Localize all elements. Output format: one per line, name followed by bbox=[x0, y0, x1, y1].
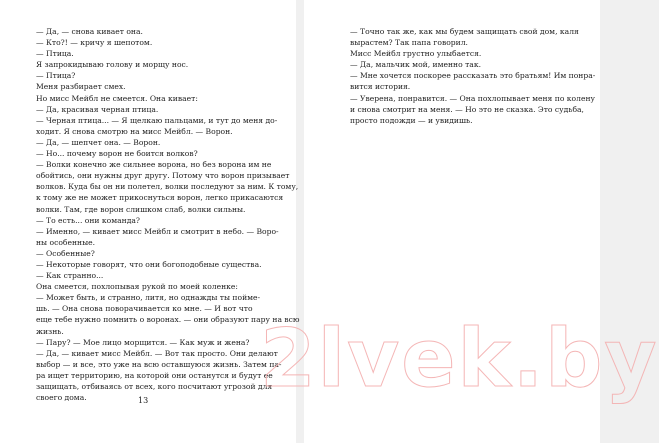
text-line: еще тебе нужно помнить о воронах. — они образуют пару на всю bbox=[36, 315, 300, 325]
text-line: ра ищет территорию, на которой они останутся и будут ее bbox=[36, 370, 273, 380]
text-line: Я запрокидываю голову и морщу нос. bbox=[36, 60, 189, 70]
text-line: и снова смотрит на меня. — Но это не сказка. Это судьба, bbox=[350, 104, 584, 114]
text-line: — Но... почему ворон не боится волков? bbox=[36, 149, 198, 159]
text-line: — Да, — снова кивает она. bbox=[36, 27, 143, 36]
text-line: вырастем? Так папа говорил. bbox=[350, 38, 468, 48]
text-line: Она смеется, похлопывая рукой по моей коленке: bbox=[36, 282, 238, 292]
left-page-text bbox=[36, 26, 300, 403]
text-line: своего дома. bbox=[36, 393, 87, 403]
text-line: защищать, отбиваясь от всех, кого посчитают угрозой для bbox=[36, 382, 273, 391]
text-line: обойтись, они нужны друг другу. Потому что ворон призывает bbox=[36, 171, 290, 181]
text-line: — Птица. bbox=[36, 49, 74, 59]
text-line: к тому же не может прикоснуться ворон, легко прикасаются bbox=[36, 193, 284, 203]
page-number: 13 bbox=[138, 396, 149, 405]
text-line: — Да, красивая черная птица. bbox=[36, 104, 159, 114]
text-line: — Некоторые говорят, что они богоподобные существа. bbox=[36, 259, 262, 269]
text-line: — Черная птица... — Я щелкаю пальцами, и тут до меня до- bbox=[36, 115, 278, 125]
text-line: ны особенные. bbox=[36, 237, 96, 247]
text-line: шь. — Она снова поворачивается ко мне. — И вот что bbox=[36, 304, 253, 314]
text-line: — Пару? — Мое лицо морщится. — Как муж и жена? bbox=[36, 337, 250, 347]
left-page bbox=[0, 0, 300, 443]
text-line: — Уверена, понравится. — Она похлопывает меня по колену bbox=[350, 93, 595, 103]
right-page bbox=[304, 0, 600, 443]
text-line: Мисс Мейбл грустно улыбается. bbox=[350, 49, 482, 59]
text-line: Меня разбирает смех. bbox=[36, 82, 126, 92]
text-line: — Может быть, и странно, литя, но однажды ты пойме- bbox=[36, 293, 261, 303]
text-line: вится история. bbox=[350, 82, 411, 92]
text-line: ходит. Я снова смотрю на мисс Мейбл. — Ворон. bbox=[36, 126, 233, 136]
text-line: — То есть... они команда? bbox=[36, 215, 140, 225]
text-line: — Точно так же, как мы будем защищать свой дом, каля bbox=[350, 27, 579, 36]
text-line: — Да, — кивает мисс Мейбл. — Вот так просто. Они делают bbox=[36, 348, 278, 358]
text-line: просто подожди — и увидишь. bbox=[350, 115, 473, 125]
text-line: — Именно, — кивает мисс Мейбл и смотрит в небо. — Воро- bbox=[36, 226, 279, 236]
text-line: — Да, — шепчет она. — Ворон. bbox=[36, 137, 161, 147]
text-line: выбор — и все, это уже на всю оставшуюся жизнь. Затем па- bbox=[36, 359, 282, 369]
text-line: — Как странно... bbox=[36, 271, 104, 281]
text-line: — Волки конечно же сильнее ворона, но без ворона им не bbox=[36, 160, 272, 170]
text-line: волки. Там, где ворон слишком слаб, волки сильны. bbox=[36, 204, 246, 214]
right-page-text bbox=[350, 26, 596, 126]
text-line: — Да, мальчик мой, именно так. bbox=[350, 60, 481, 70]
text-line: — Мне хочется поскорее рассказать это братьям! Им понра- bbox=[350, 71, 596, 81]
text-line: волков. Куда бы он ни полетел, волки последуют за ним. К тому, bbox=[36, 182, 299, 192]
text-line: Но мисс Мейбл не смеется. Она кивает: bbox=[36, 93, 198, 103]
text-line: жизнь. bbox=[36, 326, 64, 336]
text-line: — Особенные? bbox=[36, 248, 95, 258]
text-line: — Кто?! — кричу я шепотом. bbox=[36, 38, 153, 48]
text-line: — Птица? bbox=[36, 71, 76, 81]
